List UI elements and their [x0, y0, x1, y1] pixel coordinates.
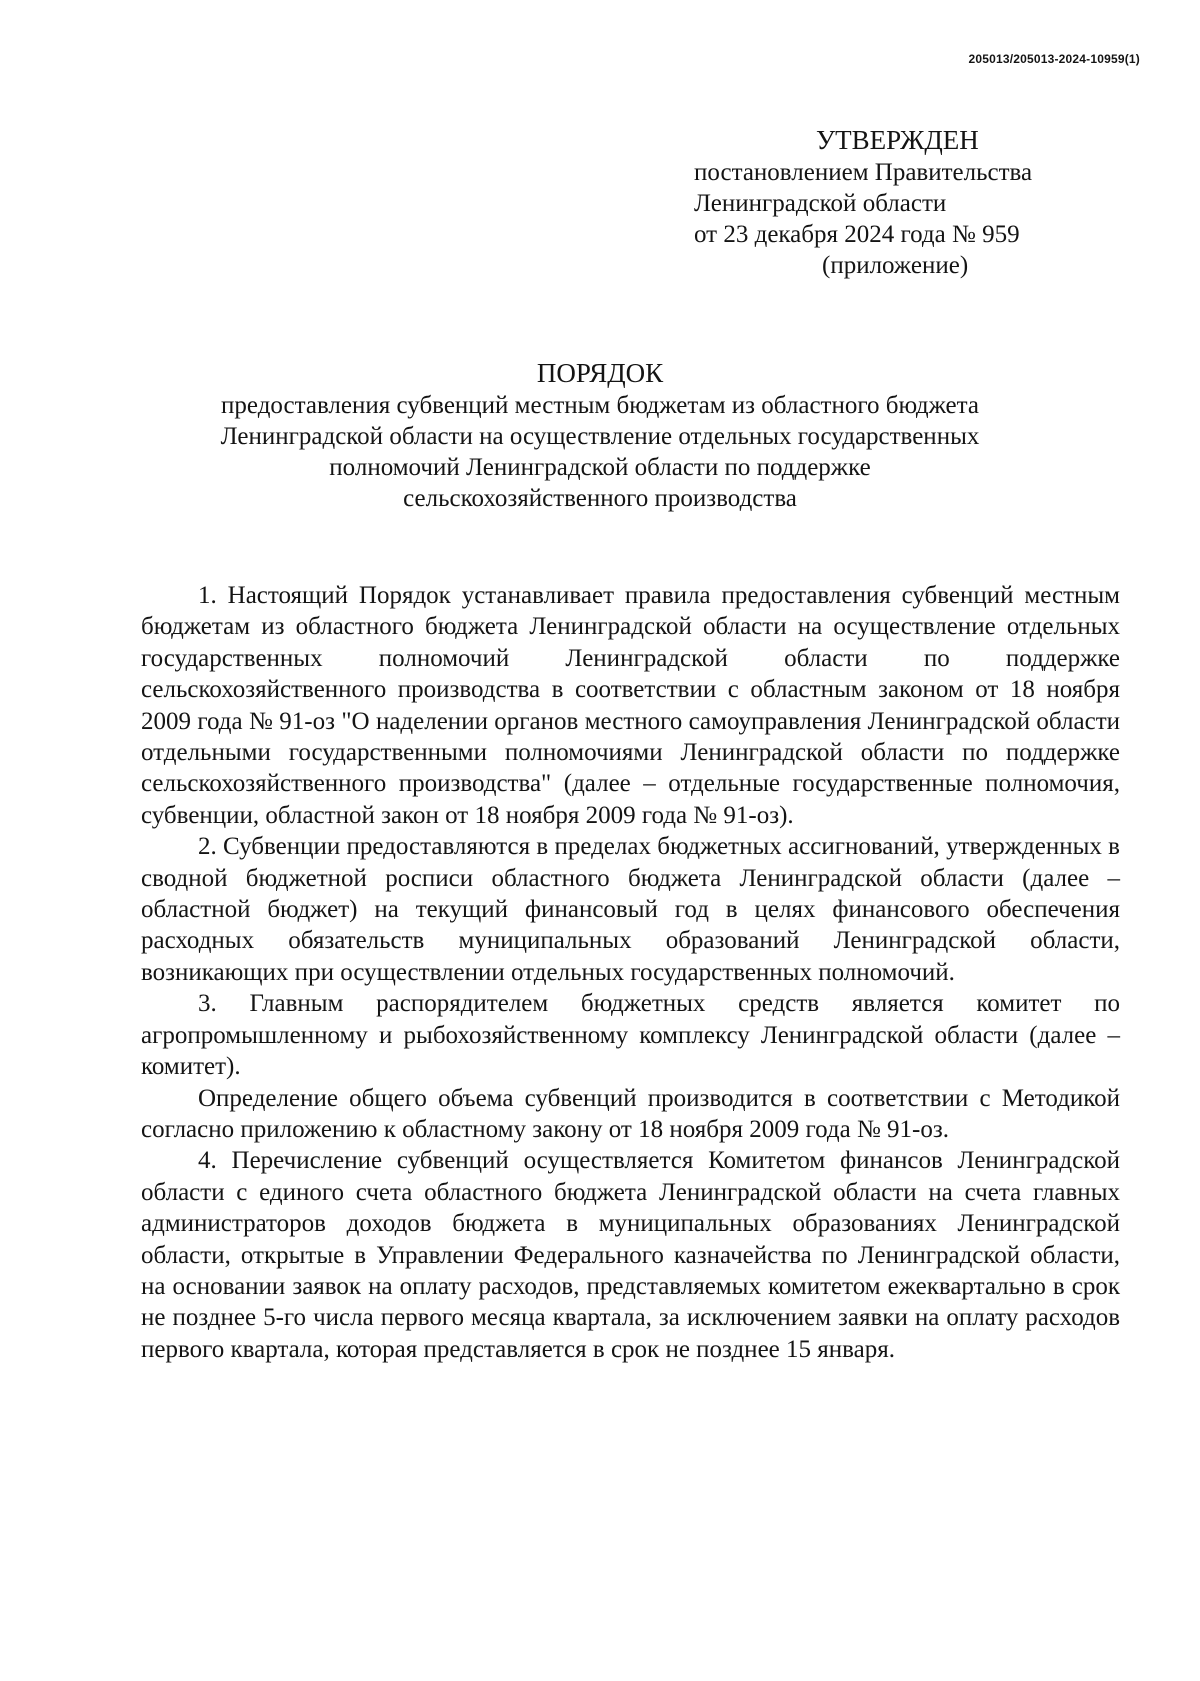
paragraph-1: 1. Настоящий Порядок устанавливает правила предоставления субвенций местным бюджетам из областного бюджета Ленинградской области на осуществление отдельных государственных полномочий Ленинградской области по поддержке сельскохозяйственного производства в соответствии с областным законом от 18 ноября 2009 года № 91-оз "О наделении органов местного самоуправления Ленинградской области отдельными государственными полномочиями Ленинградской области по поддержке сельскохозяйственного производства" (далее – отдельные государственные полномочия, субвенции, областной закон от 18 ноября 2009 года № 91-оз). — [141, 582, 1120, 829]
title-line-1: предоставления субвенций местным бюджетам из областного бюджета — [221, 392, 979, 419]
approval-annex: (приложение) — [822, 252, 969, 279]
document-id: 205013/205013-2024-10959(1) — [968, 52, 1140, 66]
title-line-2: Ленинградской области на осуществление отдельных государственных — [220, 423, 980, 450]
paragraph-3-methodology: Определение общего объема субвенций производится в соответствии с Методикой согласно приложению к областному закону от 18 ноября 2009 года № 91-оз. — [141, 1084, 1120, 1143]
paragraph-2: 2. Субвенции предоставляются в пределах бюджетных ассигнований, утвержденных в сводной бюджетной росписи областного бюджета Ленинградской области (далее – областной бюджет) на текущий финансовый год в целях финансового обеспечения расходных обязательств муниципальных образований Ленинградской области, возникающих при осуществлении отдельных государственных полномочий. — [141, 833, 1120, 986]
approval-line-2: Ленинградской области — [694, 190, 947, 217]
document-title-block — [130, 358, 1070, 514]
paragraph-3: 3. Главным распорядителем бюджетных средств является комитет по агропромышленному и рыбохозяйственному комплексу Ленинградской области (далее – комитет). — [141, 990, 1120, 1081]
document-body — [141, 580, 1120, 1365]
approved-label: УТВЕРЖДЕН — [816, 125, 979, 155]
document-title: ПОРЯДОК — [536, 358, 664, 388]
approval-stamp-block — [694, 125, 1094, 281]
title-line-4: сельскохозяйственного производства — [403, 485, 797, 512]
approval-line-1: постановлением Правительства — [694, 159, 1033, 186]
approval-line-3: от 23 декабря 2024 года № 959 — [694, 221, 1020, 248]
paragraph-4: 4. Перечисление субвенций осуществляется Комитетом финансов Ленинградской области с единого счета областного бюджета Ленинградской области на счета главных администраторов доходов бюджета в муниципальных образованиях Ленинградской области, открытые в Управлении Федерального казначейства по Ленинградской области, на основании заявок на оплату расходов, представляемых комитетом ежеквартально в срок не позднее 5-го числа первого месяца квартала, за исключением заявки на оплату расходов первого квартала, которая представляется в срок не позднее 15 января. — [141, 1147, 1120, 1363]
title-line-3: полномочий Ленинградской области по поддержке — [329, 454, 871, 481]
